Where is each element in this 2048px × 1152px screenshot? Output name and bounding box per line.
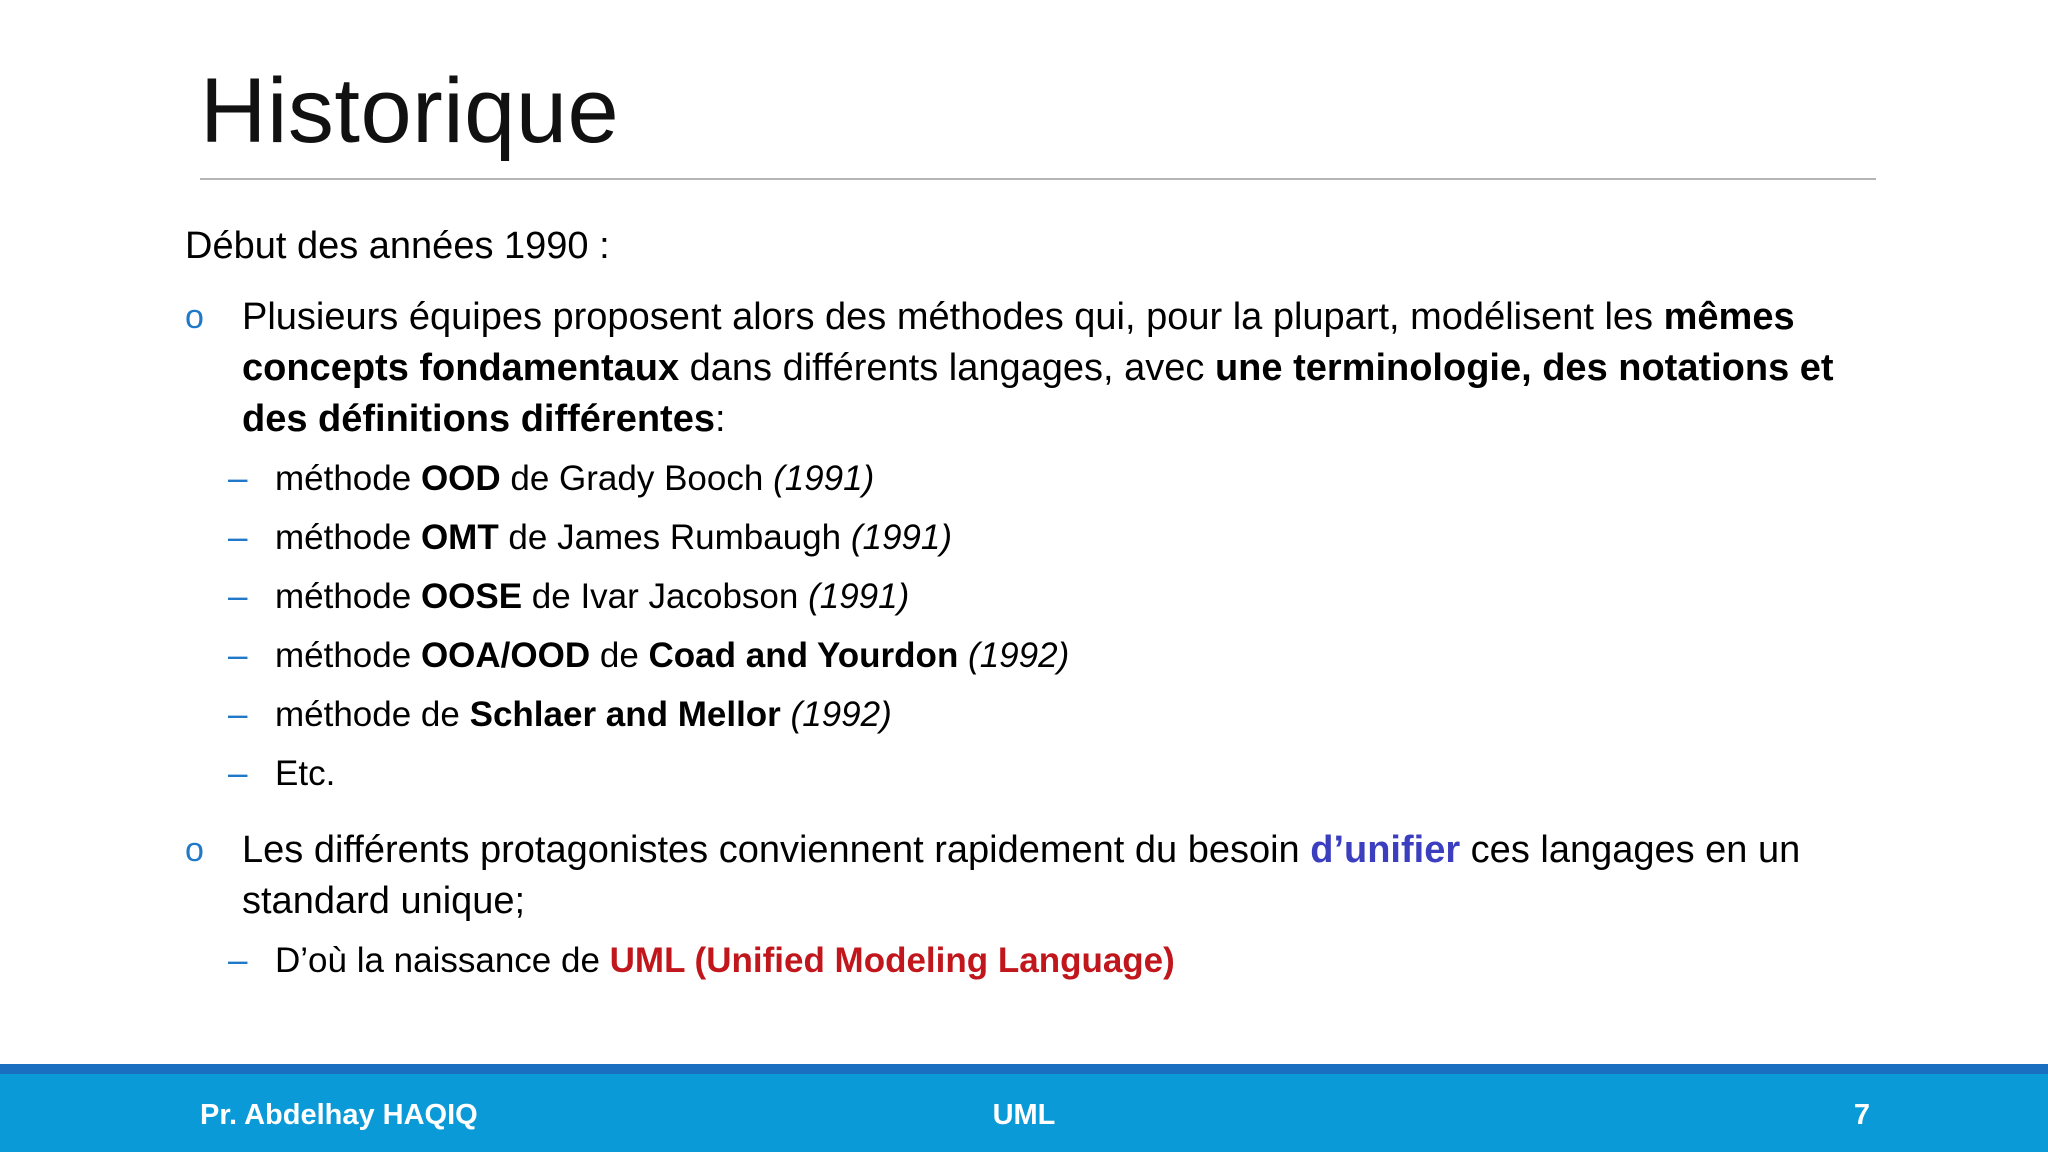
item-text: méthode — [275, 636, 421, 675]
item-text: de Grady Booch — [500, 459, 774, 498]
year: (1992) — [958, 636, 1070, 675]
method-name: OMT — [420, 518, 499, 557]
lead-text: Début des années 1990 : — [185, 225, 610, 267]
bullet-unification — [185, 825, 1865, 927]
item-text: D’où la naissance de — [275, 941, 610, 980]
item-text: méthode — [275, 518, 421, 557]
bullet-bold-text: mêmes concepts fondamentaux — [242, 296, 1795, 389]
item-text: méthode de — [275, 695, 470, 734]
item-text: de Ivar Jacobson — [522, 577, 809, 616]
method-name: Schlaer and Mellor — [469, 695, 781, 734]
footer — [0, 1074, 2048, 1152]
list-item — [185, 744, 1865, 803]
dash-bullet-icon: – — [228, 518, 248, 557]
title-divider — [200, 178, 1876, 180]
bullet-text: dans différents langages, avec — [679, 347, 1215, 389]
method-name: OOSE — [420, 577, 523, 616]
dash-bullet-icon: – — [228, 754, 248, 793]
slide-content — [185, 222, 1865, 990]
list-item — [185, 626, 1865, 685]
dash-bullet-icon: – — [228, 636, 248, 675]
highlight-unify: d’unifier — [1310, 829, 1461, 871]
dash-bullet-icon: – — [228, 577, 248, 616]
item-text: méthode — [275, 459, 421, 498]
conclusion-list — [185, 931, 1865, 990]
list-item — [185, 931, 1865, 990]
uml-highlight: UML (Unified Modeling Language) — [609, 941, 1175, 980]
year: (1991) — [773, 459, 875, 498]
slide-title: Historique — [200, 60, 620, 162]
bullet-bold-text: une terminologie, des notations et des définitions différentes — [242, 347, 1834, 440]
year: (1991) — [808, 577, 910, 616]
year: (1991) — [850, 518, 953, 557]
method-name: OOD — [420, 459, 501, 498]
bullet-text: Les différents protagonistes conviennent rapidement du besoin — [242, 829, 1311, 871]
circle-bullet-icon: o — [185, 831, 204, 869]
item-text: de — [590, 636, 649, 675]
item-text: méthode — [275, 577, 421, 616]
page-number: 7 — [1853, 1099, 1870, 1131]
author-name: Coad and Yourdon — [648, 636, 959, 675]
dash-bullet-icon: – — [228, 459, 248, 498]
list-item — [185, 567, 1865, 626]
dash-bullet-icon: – — [228, 941, 248, 980]
footer-course: UML — [992, 1099, 1056, 1131]
item-text: Etc. — [275, 754, 336, 793]
item-text — [781, 695, 791, 734]
dash-bullet-icon: – — [228, 695, 248, 734]
list-item — [185, 685, 1865, 744]
year: (1992) — [790, 695, 892, 734]
item-text: de James Rumbaugh — [498, 518, 851, 557]
method-name: OOA/OOD — [420, 636, 591, 675]
footer-author: Pr. Abdelhay HAQIQ — [200, 1099, 478, 1131]
methods-list — [185, 449, 1865, 803]
bullet-text: ces langages en un standard unique; — [242, 829, 1801, 922]
list-item — [185, 508, 1865, 567]
bullet-text: Plusieurs équipes proposent alors des méthodes qui, pour la plupart, modélisent les — [242, 296, 1664, 338]
bullet-text: : — [714, 398, 726, 440]
bullet-methods — [185, 292, 1865, 445]
circle-bullet-icon: o — [185, 298, 204, 336]
footer-stripe — [0, 1064, 2048, 1074]
list-item — [185, 449, 1865, 508]
